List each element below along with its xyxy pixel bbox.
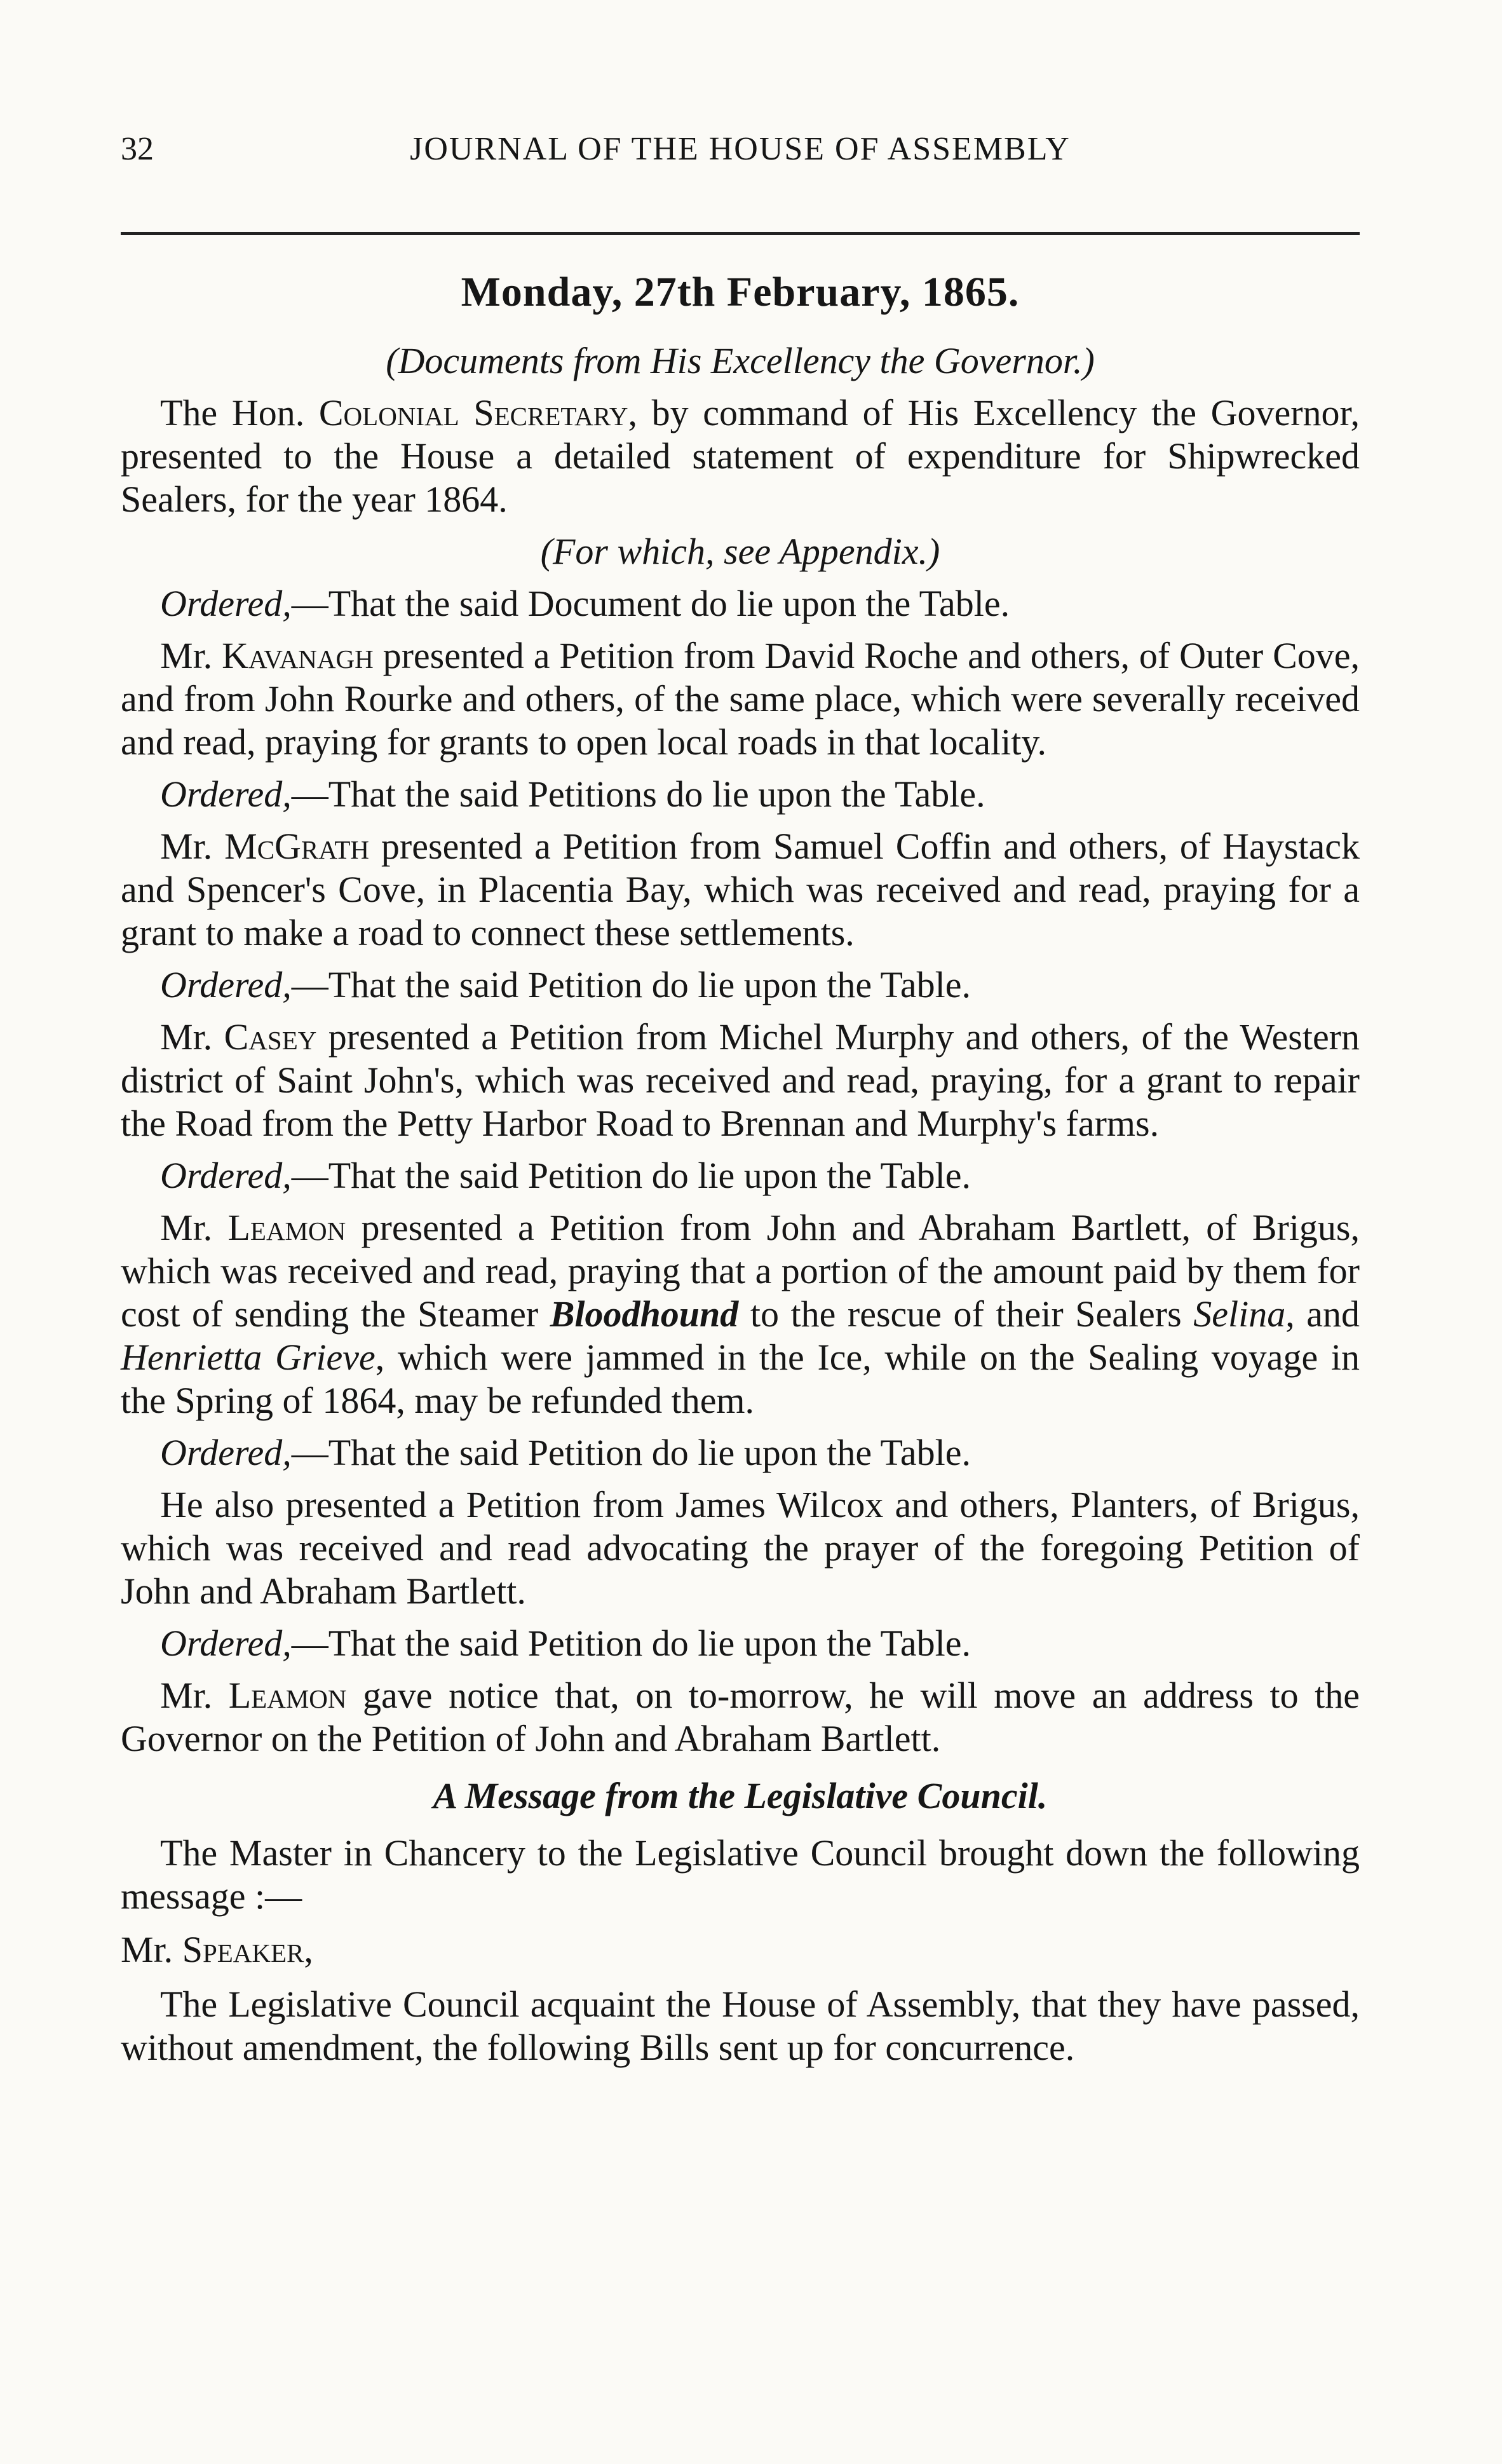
paragraph-text: presented a Petition from David Roche and others, of Outer Cove, and from John Rourke and others, of the same place, which were severally received and read, praying for grants to open local roads in that locality. (121, 635, 1360, 763)
ordered-entry-4 (121, 1154, 1360, 1197)
journal-body (121, 254, 1360, 2069)
ship-name: Selina (1193, 1293, 1286, 1335)
ordered-label: Ordered, (160, 1623, 292, 1664)
paragraph-text: presented a Petition from John and Abraham Bartlett, of Brigus, which was received and read, praying that a portion of the amount paid by them for cost of sending the Steamer (121, 1207, 1360, 1335)
ordered-label: Ordered, (160, 773, 292, 815)
paragraph-text: Mr. (160, 1207, 228, 1248)
page-header (121, 130, 1360, 181)
paragraph-text: Mr. (160, 826, 225, 867)
ordered-text: —That the said Petition do lie upon the Table. (291, 1155, 971, 1196)
paragraph-text: Mr. (160, 1016, 224, 1058)
header-rule (121, 232, 1360, 235)
paragraph-master-in-chancery: The Master in Chancery to the Legislative Council brought down the following message :— (121, 1832, 1360, 1917)
ordered-text: —That the said Petition do lie upon the Table. (291, 964, 971, 1005)
ordered-label: Ordered, (160, 1432, 292, 1473)
paragraph-text: gave notice that, on to-morrow, he will move an address to the Governor on the Petition of John and Abraham Bartlett. (121, 1675, 1360, 1759)
ordered-entry-3 (121, 963, 1360, 1007)
paragraph-kavanagh (121, 634, 1360, 764)
paragraph-mcgrath (121, 825, 1360, 955)
ordered-entry-6 (121, 1622, 1360, 1665)
paragraph-text: Mr. (121, 1929, 182, 1970)
member-name: Colonial Secretary (318, 392, 628, 433)
ordered-text: —That the said Document do lie upon the Table. (291, 583, 1010, 624)
ship-name: Henrietta Grieve (121, 1337, 376, 1378)
ordered-label: Ordered, (160, 1155, 292, 1196)
paragraph-text: , by command of His Excellency the Governor, presented to the House a detailed statement of expenditure for Shipwrecked Sealers, for the year 1864. (121, 392, 1360, 520)
speaker-name: Speaker (182, 1929, 304, 1970)
paragraph-casey (121, 1016, 1360, 1145)
speaker-address (121, 1928, 1360, 1971)
date-title: Monday, 27th February, 1865. (461, 269, 1020, 315)
paragraph-wilcox: He also presented a Petition from James Wilcox and others, Planters, of Brigus, which was received and read advocating the prayer of the foregoing Petition of John and Abraham Bartlett. (121, 1484, 1360, 1612)
paragraph-text: , which were jammed in the Ice, while on the Sealing voyage in the Spring of 1864, may be refunded them. (121, 1337, 1360, 1421)
ordered-entry-5 (121, 1431, 1360, 1474)
ordered-label: Ordered, (160, 583, 292, 624)
paragraph-text: presented a Petition from Michel Murphy and others, of the Western district of Saint John's, which was received and read, praying, for a grant to repair the Road from the Petty Harbor Road to Brennan and Murphy's farms. (121, 1016, 1360, 1144)
ship-name: Bloodhound (550, 1293, 739, 1335)
paragraph-text: Mr. (160, 1675, 229, 1716)
member-name: Kavanagh (222, 635, 374, 676)
member-name: Leamon (227, 1207, 346, 1248)
paragraph-colonial-secretary (121, 391, 1360, 521)
paragraph-text: to the rescue of their Sealers (738, 1293, 1194, 1335)
ordered-text: —That the said Petition do lie upon the Table. (291, 1623, 971, 1664)
member-name: Casey (224, 1016, 317, 1058)
paragraph-text: presented a Petition from Samuel Coffin and others, of Haystack and Spencer's Cove, in Placentia Bay, which was received and read, praying for a grant to make a road to connect these settlements. (121, 826, 1360, 953)
ordered-text: —That the said Petition do lie upon the Table. (291, 1432, 971, 1473)
appendix-note: (For which, see Appendix.) (540, 531, 940, 572)
ordered-label: Ordered, (160, 964, 292, 1005)
member-name: McGrath (224, 826, 369, 867)
documents-heading: (Documents from His Excellency the Governor.) (386, 340, 1095, 381)
paragraph-leamon-notice (121, 1674, 1360, 1760)
running-head: JOURNAL OF THE HOUSE OF ASSEMBLY (410, 131, 1071, 167)
paragraph-leamon-petition (121, 1206, 1360, 1422)
paragraph-text: , (304, 1929, 313, 1970)
paragraph-text: , and (1285, 1293, 1360, 1335)
member-name: Leamon (228, 1675, 347, 1716)
ordered-entry-2 (121, 773, 1360, 816)
ordered-text: —That the said Petitions do lie upon the Table. (291, 773, 985, 815)
paragraph-text: The Hon. (160, 392, 319, 433)
paragraph-council-acquaint: The Legislative Council acquaint the House of Assembly, that they have passed, without amendment, the following Bills sent up for concurrence. (121, 1984, 1360, 2068)
ordered-entry-1 (121, 582, 1360, 625)
message-heading: A Message from the Legislative Council. (433, 1775, 1048, 1816)
paragraph-text: Mr. (160, 635, 222, 676)
page-number: 32 (121, 131, 154, 167)
